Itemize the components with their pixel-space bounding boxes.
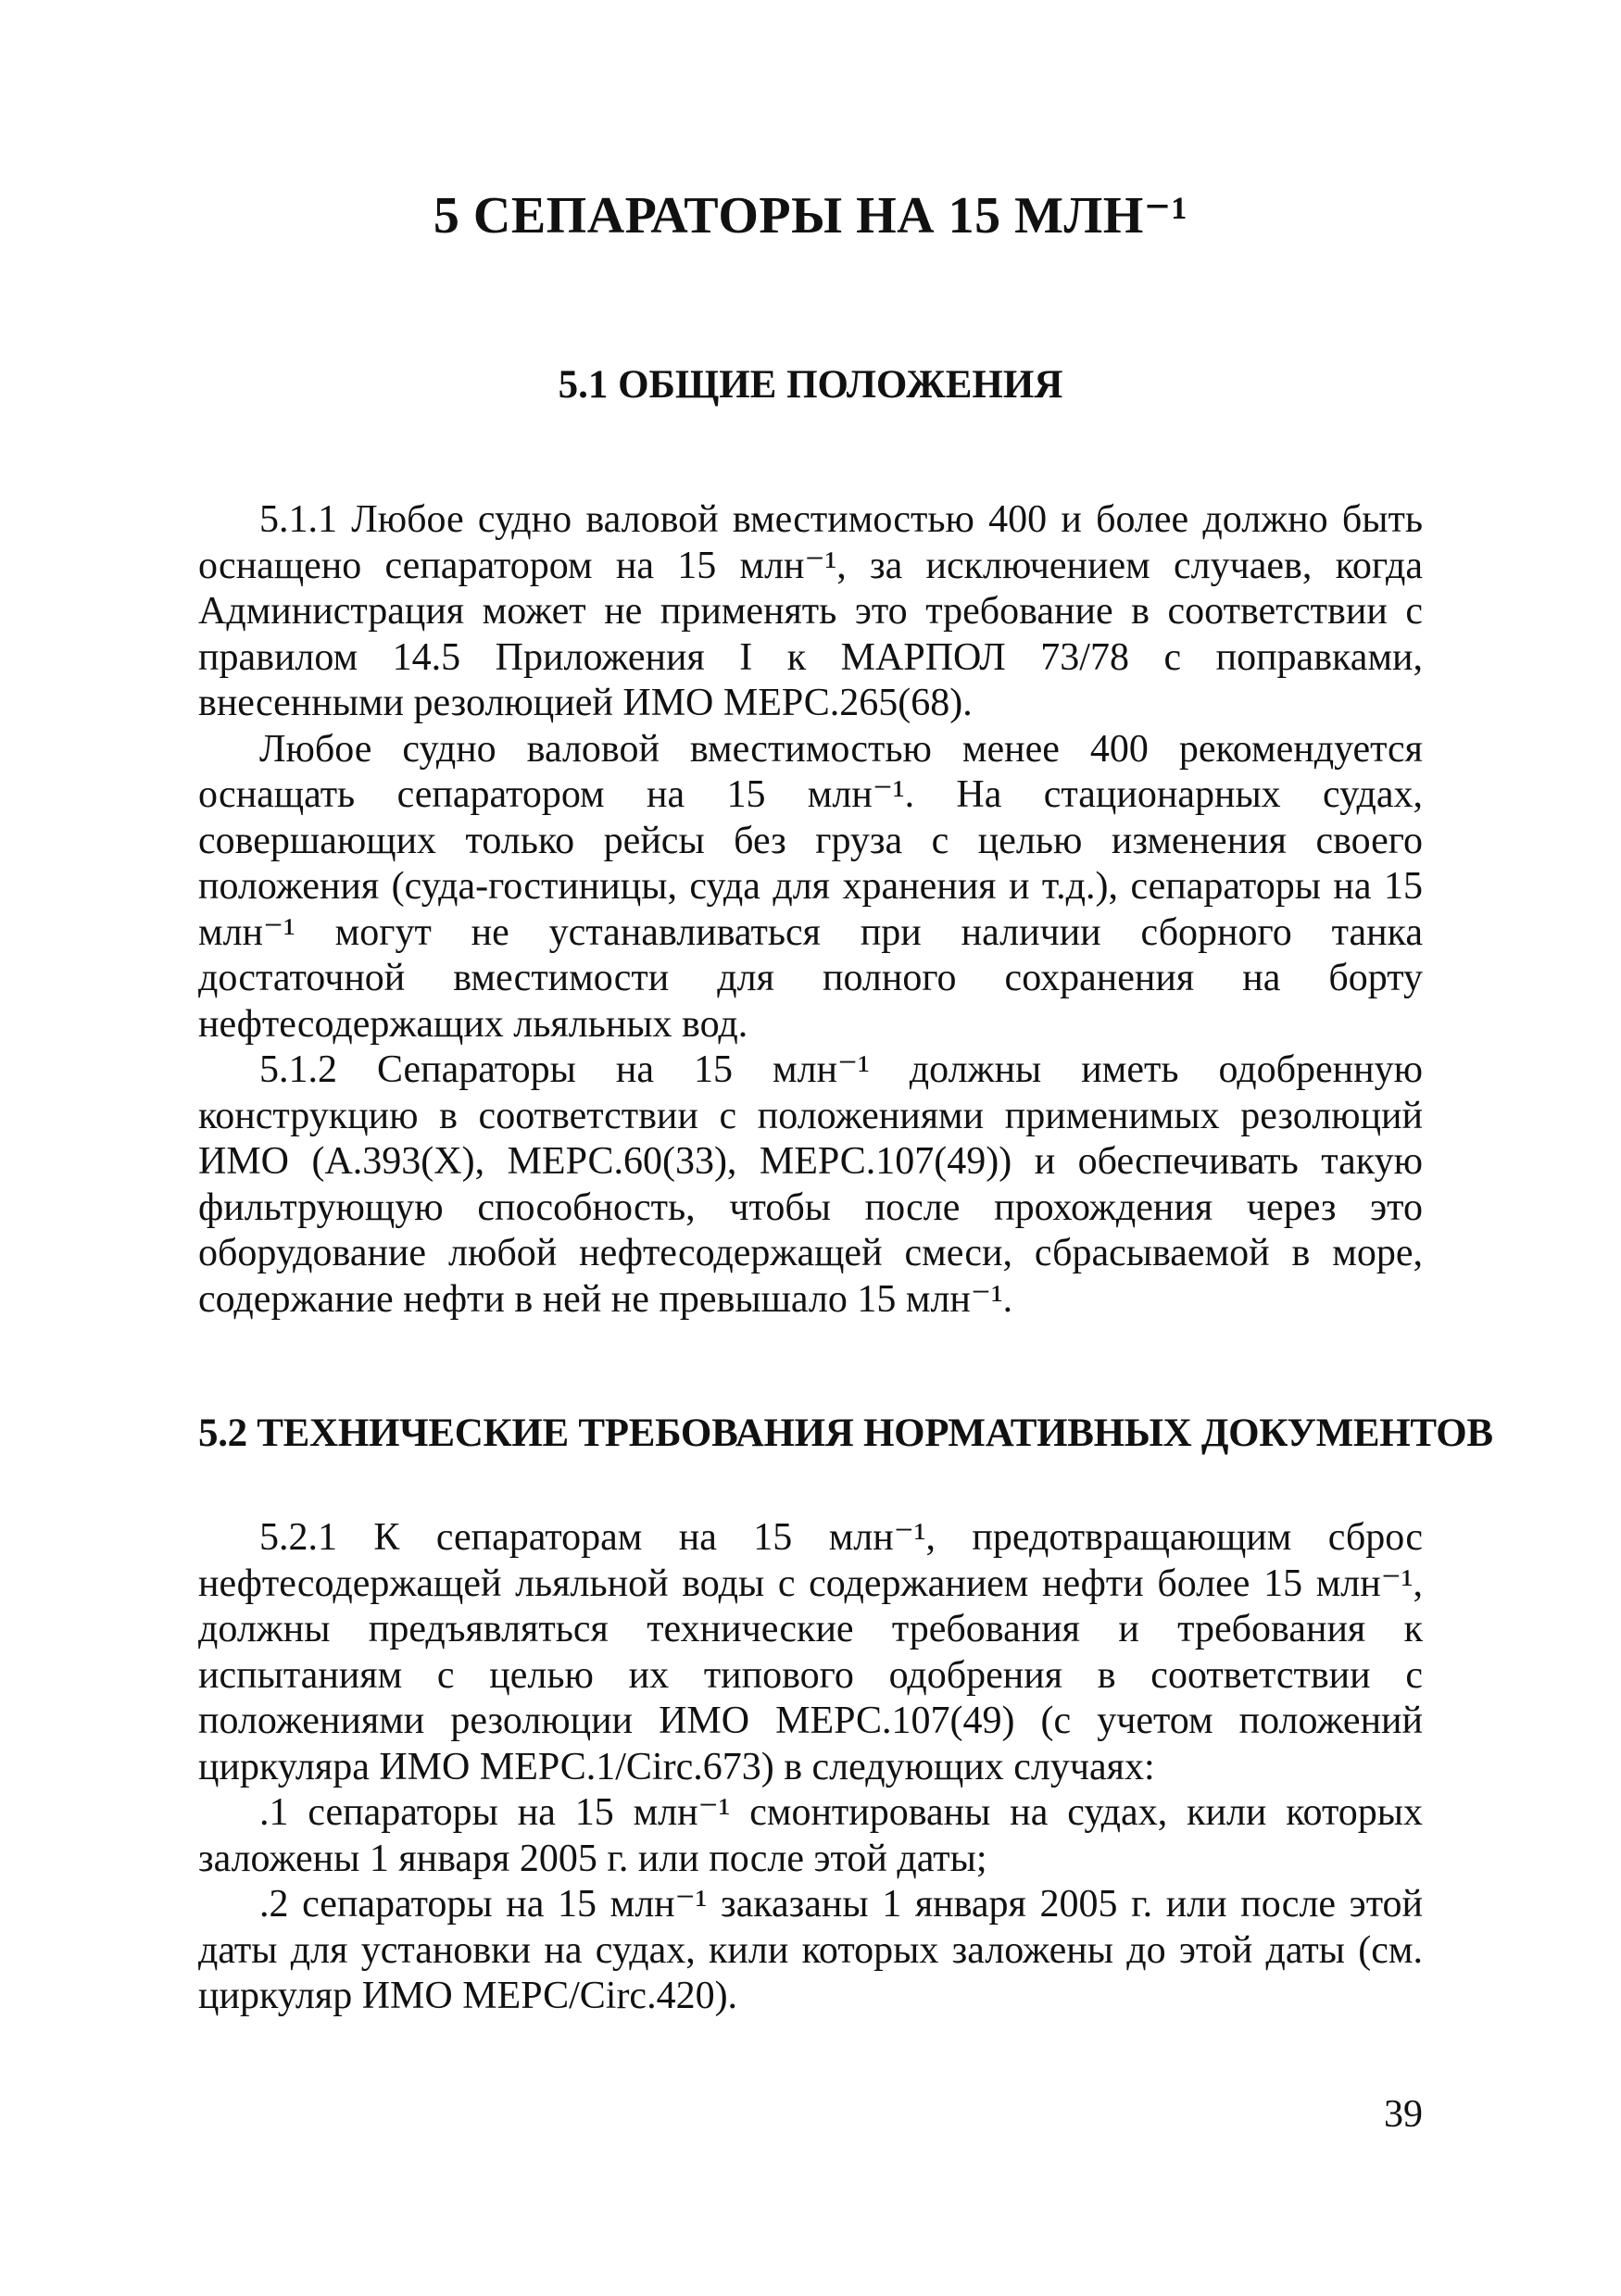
paragraph-5-1-1: 5.1.1 Любое судно валовой вместимостью 400 и более должно быть оснащено сепаратором на 15 млн⁻¹, за исключением случаев, когда Администрация может не применять это требование в соответствии с правилом 14.5 Приложения I к МАРПОЛ 73/78 с поправками, внесенными резолюцией ИМО МЕРС.265(68). bbox=[198, 498, 1423, 724]
paragraph-5-2-1: 5.2.1 К сепараторам на 15 млн⁻¹, предотвращающим сброс нефтесодержащей льяльной воды с содержанием нефти более 15 млн⁻¹, должны предъявляться технические требования и требования к испытаниям с целью их типового одобрения в соответствии с положениями резолюции ИМО МЕРС.107(49) (с учетом положений циркуляра ИМО МЕРС.1/Circ.673) в следующих случаях: bbox=[198, 1516, 1423, 1788]
paragraph-5-1-2: 5.1.2 Сепараторы на 15 млн⁻¹ должны иметь одобренную конструкцию в соответствии с положениями применимых резолюций ИМО (А.393(Х), МЕРС.60(33), МЕРС.107(49)) и обеспечивать такую фильтрующую способность, чтобы после прохождения через это оборудование любой нефтесодержащей смеси, сбрасываемой в море, содержание нефти в ней не превышало 15 млн⁻¹. bbox=[198, 1048, 1423, 1321]
chapter-title: 5 СЕПАРАТОРЫ НА 15 МЛН⁻¹ bbox=[433, 187, 1188, 245]
section-title-5-1: 5.1 ОБЩИЕ ПОЛОЖЕНИЯ bbox=[558, 363, 1063, 407]
section-body-5-1 bbox=[198, 497, 1423, 1323]
paragraph-5-1-1-continued: Любое судно валовой вместимостью менее 400 рекомендуется оснащать сепаратором на 15 млн⁻¹. На стационарных судах, совершающих только рейсы без груза с целью изменения своего положения (суда-гостиницы, суда для хранения и т.д.), сепараторы на 15 млн⁻¹ могут не устанавливаться при наличии сборного танка достаточной вместимости для полного сохранения на борту нефтесодержащих льяльных вод. bbox=[198, 727, 1423, 1046]
section-title-5-2: 5.2 ТЕХНИЧЕСКИЕ ТРЕБОВАНИЯ НОРМАТИВНЫХ ДОКУМЕНТОВ bbox=[198, 1411, 1493, 1455]
page-number: 39 bbox=[1384, 2093, 1423, 2136]
list-item-1: .1 сепараторы на 15 млн⁻¹ смонтированы на судах, кили которых заложены 1 января 2005 г. или после этой даты; bbox=[198, 1791, 1423, 1880]
list-item-2: .2 сепараторы на 15 млн⁻¹ заказаны 1 января 2005 г. или после этой даты для установки на судах, кили которых заложены до этой даты (см. циркуляр ИМО МЕРС/Circ.420). bbox=[198, 1883, 1423, 2017]
section-body-5-2 bbox=[198, 1515, 1423, 2020]
